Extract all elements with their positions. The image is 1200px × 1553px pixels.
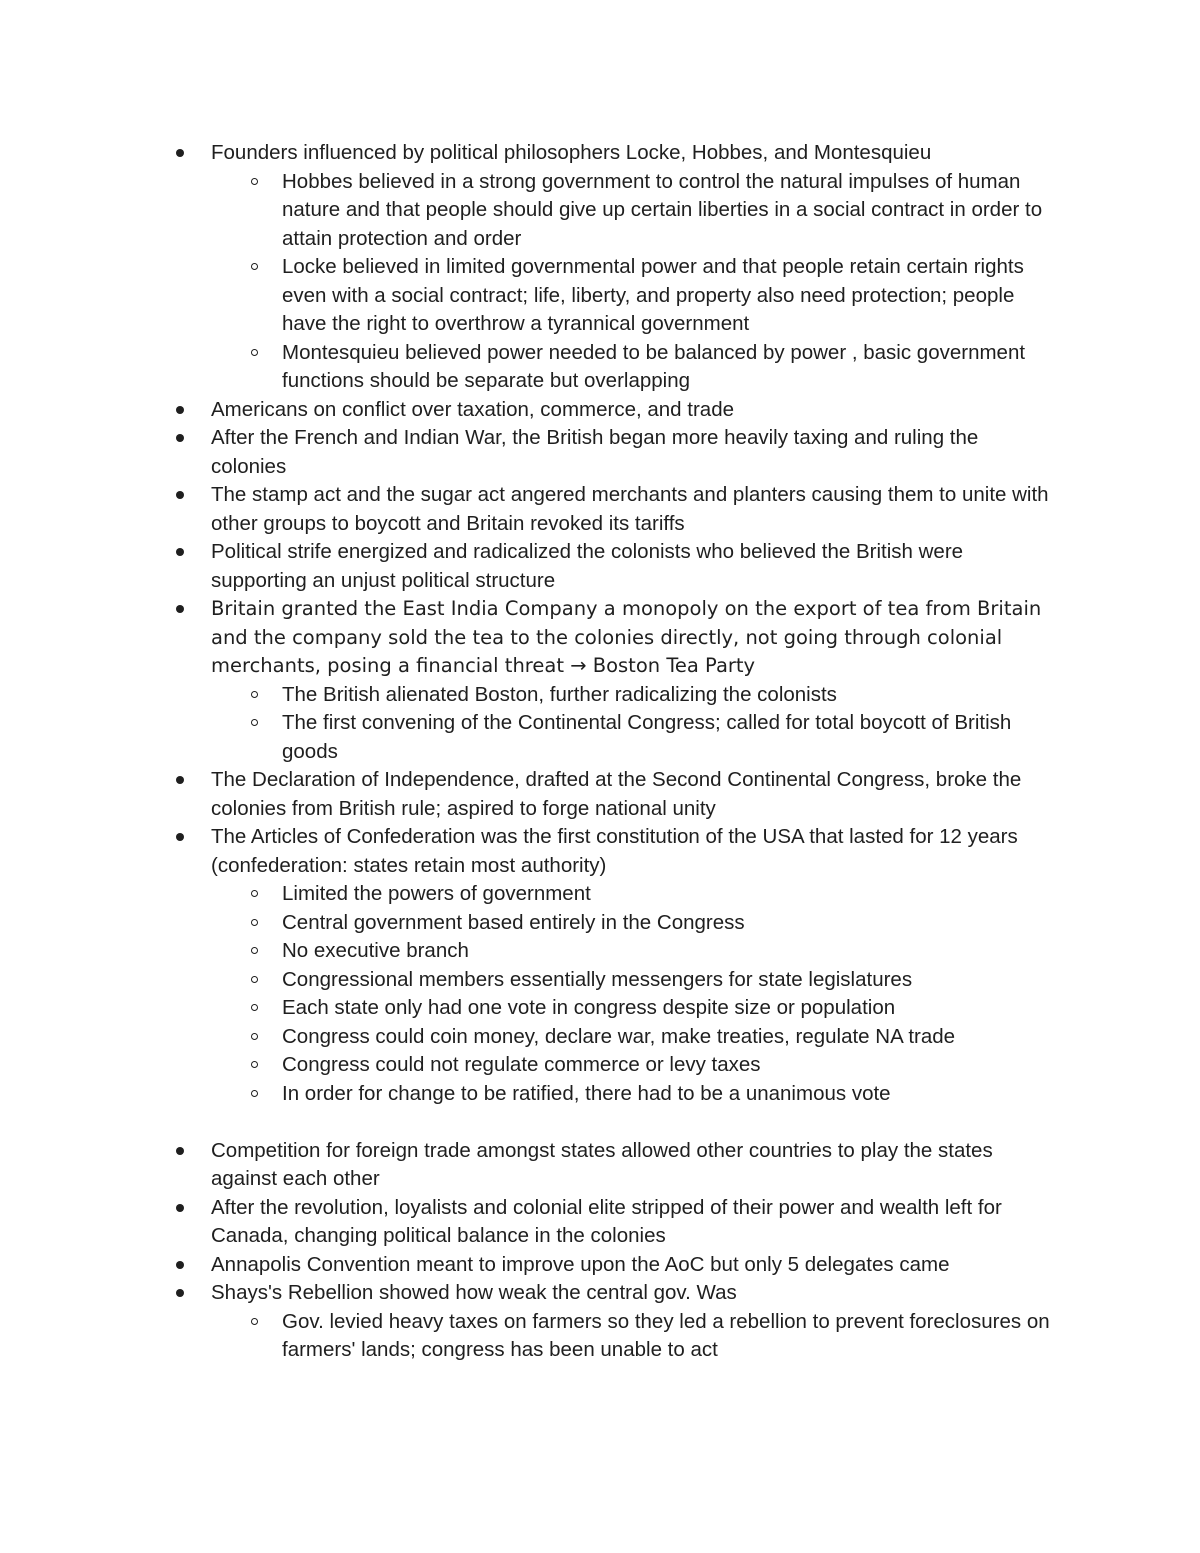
sub-bullet-item (282, 1308, 1059, 1365)
notes-page (0, 139, 1200, 1365)
hollow-bullet-icon (251, 976, 258, 983)
bullet-item (211, 538, 1059, 595)
bullet-text: Annapolis Convention meant to improve upon the AoC but only 5 delegates came (211, 1252, 950, 1276)
bullet-item (211, 1194, 1059, 1251)
bullet-text: Montesquieu believed power needed to be balanced by power , basic government functions should be separate but overlapping (282, 340, 1026, 392)
sub-bullet-item (282, 709, 1059, 766)
filled-bullet-icon (176, 149, 184, 157)
bullet-text: Gov. levied heavy taxes on farmers so they led a rebellion to prevent foreclosures on farmers' lands; congress has been unable to act (282, 1309, 1050, 1361)
bullet-item (211, 481, 1059, 538)
bullet-item (211, 1279, 1059, 1308)
filled-bullet-icon (176, 1204, 184, 1212)
sub-bullet-item (282, 1051, 1059, 1080)
filled-bullet-icon (176, 1147, 184, 1155)
hollow-bullet-icon (251, 947, 258, 954)
bullet-text: Political strife energized and radicalized the colonists who believed the British were supporting an unjust political structure (211, 540, 964, 592)
bullet-text: Congress could not regulate commerce or levy taxes (282, 1053, 761, 1076)
sub-bullet-item (282, 909, 1059, 938)
sub-bullet-item (282, 994, 1059, 1023)
bullet-text: Locke believed in limited governmental power and that people retain certain rights even with a social contract; life, liberty, and property also need protection; people have the right to overthrow a tyrannical government (282, 255, 1024, 335)
bullet-text: The British alienated Boston, further radicalizing the colonists (282, 682, 837, 706)
bullet-text: After the revolution, loyalists and colonial elite stripped of their power and wealth left for Canada, changing political balance in the colonies (211, 1195, 1002, 1247)
sub-bullet-item (282, 1023, 1059, 1052)
bullet-text: Congressional members essentially messengers for state legislatures (282, 967, 913, 991)
bullet-item (211, 1251, 1059, 1280)
sub-bullet-item (282, 681, 1059, 710)
sub-bullet-item (282, 966, 1059, 995)
bullet-text: No executive branch (282, 939, 469, 962)
hollow-bullet-icon (251, 1090, 258, 1097)
bullet-item (211, 595, 1059, 681)
blank-line (0, 1108, 1200, 1137)
bullet-text: Britain granted the East India Company a monopoly on the export of tea from Britain and the company sold the tea to the colonies directly, not going through colonial merchants, posing a financial threat → Boston Tea Party (211, 597, 1042, 677)
filled-bullet-icon (176, 548, 184, 556)
hollow-bullet-icon (251, 349, 258, 356)
bullet-item (211, 139, 1059, 168)
sub-bullet-item (282, 1080, 1059, 1109)
hollow-bullet-icon (251, 1318, 258, 1325)
bullet-item (211, 396, 1059, 425)
sub-bullet-item (282, 168, 1059, 254)
filled-bullet-icon (176, 1289, 184, 1297)
filled-bullet-icon (176, 776, 184, 784)
bullet-item (211, 1137, 1059, 1194)
bullet-text: The Declaration of Independence, drafted at the Second Continental Congress, broke the colonies from British rule; aspired to forge national unity (211, 768, 1022, 820)
bullet-text: Founders influenced by political philosophers Locke, Hobbes, and Montesquieu (211, 141, 932, 164)
bullet-text: Each state only had one vote in congress despite size or population (282, 996, 896, 1019)
hollow-bullet-icon (251, 719, 258, 726)
sub-bullet-item (282, 339, 1059, 396)
hollow-bullet-icon (251, 1061, 258, 1068)
bullet-text: Americans on conflict over taxation, commerce, and trade (211, 397, 734, 421)
bullet-text: Limited the powers of government (282, 882, 591, 905)
bullet-text: Hobbes believed in a strong government to control the natural impulses of human nature and that people should give up certain liberties in a social contract in order to attain protection and order (282, 169, 1043, 250)
filled-bullet-icon (176, 1261, 184, 1269)
hollow-bullet-icon (251, 1033, 258, 1040)
filled-bullet-icon (176, 406, 184, 414)
sub-bullet-item (282, 880, 1059, 909)
filled-bullet-icon (176, 605, 184, 613)
bullet-text: The stamp act and the sugar act angered merchants and planters causing them to unite with other groups to boycott and Britain revoked its tariffs (211, 483, 1049, 535)
hollow-bullet-icon (251, 1004, 258, 1011)
sub-bullet-item (282, 937, 1059, 966)
bullet-text: Congress could coin money, declare war, make treaties, regulate NA trade (282, 1024, 956, 1048)
hollow-bullet-icon (251, 263, 258, 270)
bullet-item (211, 766, 1059, 823)
bullet-text: After the French and Indian War, the British began more heavily taxing and ruling the colonies (211, 426, 979, 478)
filled-bullet-icon (176, 491, 184, 499)
bullet-text: The Articles of Confederation was the first constitution of the USA that lasted for 12 years (confederation: states retain most authority) (211, 825, 1018, 877)
hollow-bullet-icon (251, 890, 258, 897)
bullet-text: Competition for foreign trade amongst states allowed other countries to play the states against each other (211, 1138, 993, 1190)
filled-bullet-icon (176, 833, 184, 841)
bullet-text: In order for change to be ratified, there had to be a unanimous vote (282, 1081, 891, 1105)
bullet-text: Shays's Rebellion showed how weak the central gov. Was (211, 1281, 737, 1304)
filled-bullet-icon (176, 434, 184, 442)
bullet-item (211, 424, 1059, 481)
sub-bullet-item (282, 253, 1059, 339)
bullet-text: Central government based entirely in the Congress (282, 910, 745, 934)
bullet-item (211, 823, 1059, 880)
hollow-bullet-icon (251, 691, 258, 698)
hollow-bullet-icon (251, 178, 258, 185)
bullet-text: The first convening of the Continental Congress; called for total boycott of British goods (282, 711, 1012, 763)
hollow-bullet-icon (251, 919, 258, 926)
